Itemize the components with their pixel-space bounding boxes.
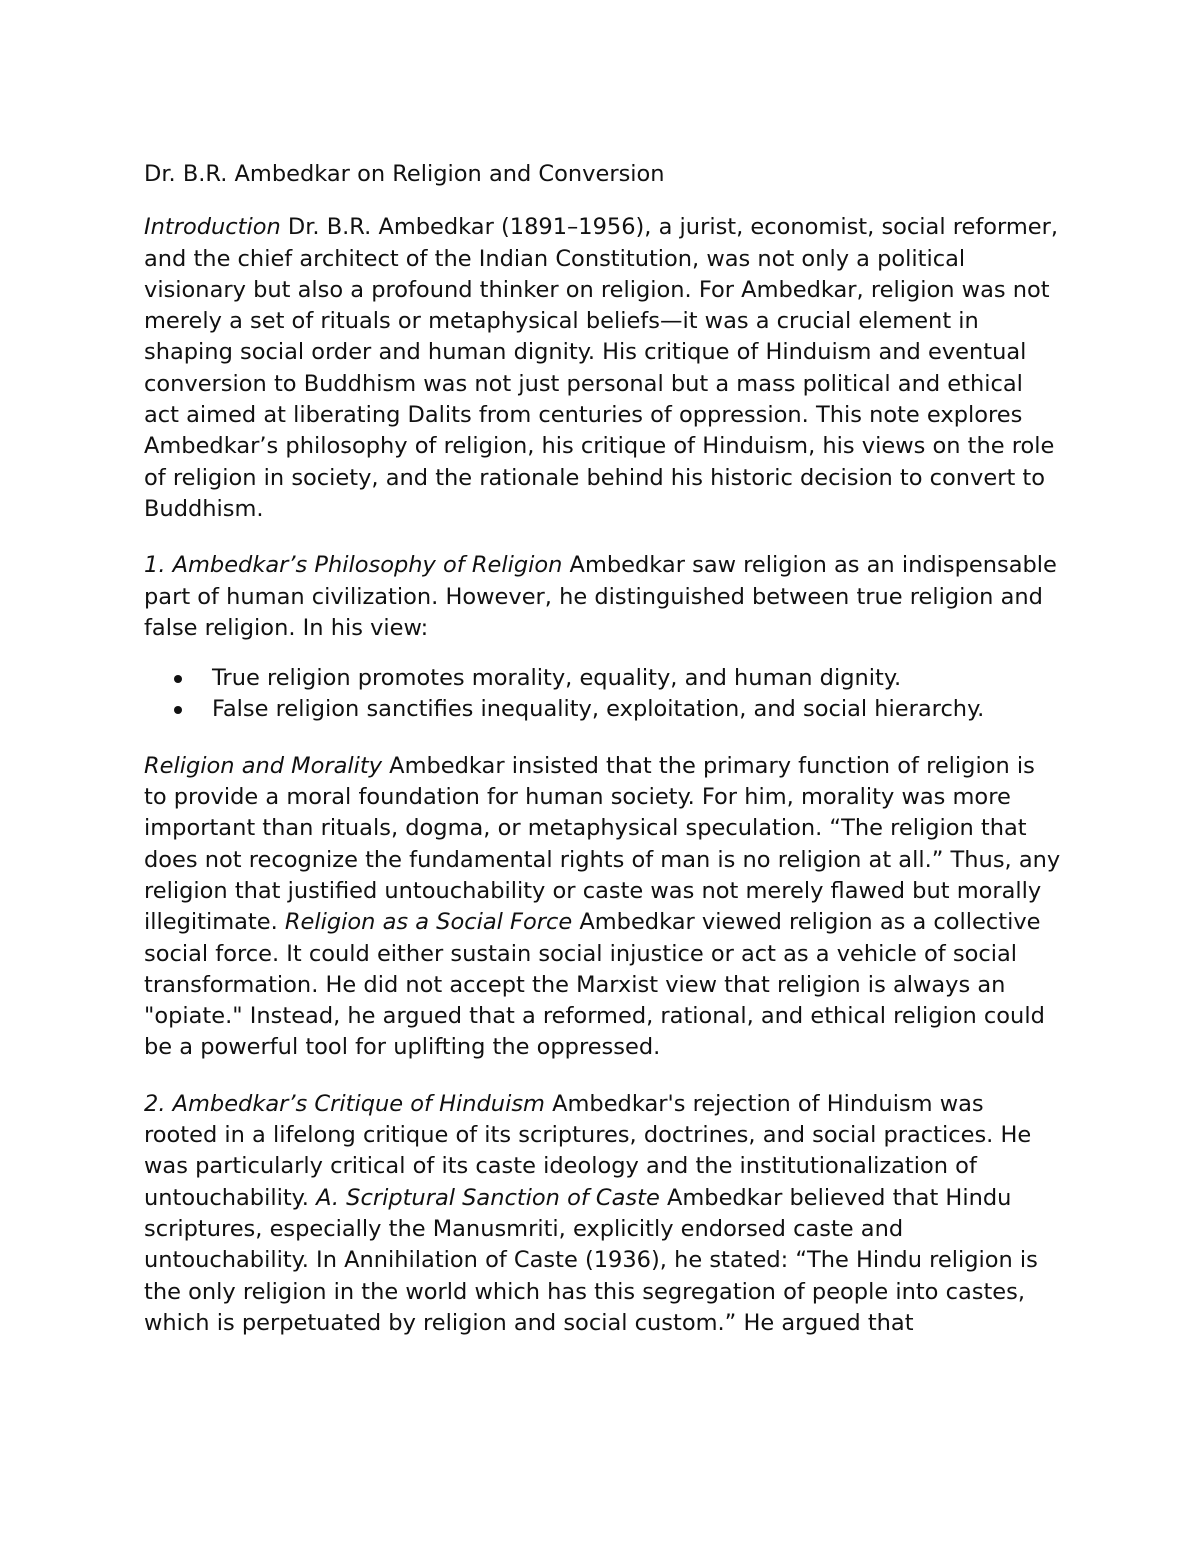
intro-text: Dr. B.R. Ambedkar (1891–1956), a jurist, economist, social reformer, and the chief architect of the Indian Constitution, was not only a political visionary but also a profound thinker on religion. For Ambedkar, religion was not merely a set of rituals or metaphysical beliefs—it was a crucial element in shaping social order and human dignity. His critique of Hinduism and eventual conversion to Buddhism was not just personal but a mass political and ethical act aimed at liberating Dalits from centuries of oppression. This note explores Ambedkar’s philosophy of religion, his critique of Hinduism, his views on the role of religion in society, and the rationale behind his historic decision to convert to Buddhism. [144, 214, 1059, 522]
morality-paragraph [144, 751, 1064, 1064]
intro-paragraph [144, 212, 1064, 525]
section-2-heading: 2. Ambedkar’s Critique of Hinduism [144, 1090, 545, 1117]
scriptural-sanction-text: Ambedkar believed that Hindu scriptures, especially the Manusmriti, explicitly endorsed caste and untouchability. In Annihilation of Caste (1936), he stated: “The Hindu religion is the only religion in the world which has this segregation of people into castes, which is perpetuated by religion and social custom.” He argued that [144, 1184, 1038, 1336]
list-item [212, 663, 1064, 694]
bullet-icon [174, 675, 182, 683]
social-force-text: Ambedkar viewed religion as a collective social force. It could either sustain social injustice or act as a vehicle of social transformation. He did not accept the Marxist view that religion is always an "opiate." Instead, he argued that a reformed, rational, and ethical religion could be a powerful tool for uplifting the oppressed. [144, 909, 1045, 1061]
document-title: Dr. B.R. Ambedkar on Religion and Conversion [144, 161, 665, 187]
section-1-text: Ambedkar saw religion as an indispensable part of human civilization. However, he distinguished between true religion and false religion. In his view: [144, 552, 1057, 641]
list-item-text: True religion promotes morality, equality, and human dignity. [212, 665, 902, 692]
bullet-icon [174, 706, 182, 714]
social-force-heading: Religion as a Social Force [284, 909, 573, 936]
morality-heading: Religion and Morality [144, 752, 383, 779]
bullet-list [144, 663, 1064, 726]
section-1-heading: 1. Ambedkar’s Philosophy of Religion [144, 552, 563, 579]
list-item-text: False religion sanctifies inequality, exploitation, and social hierarchy. [212, 696, 985, 723]
intro-heading: Introduction [144, 214, 281, 241]
section-2-text: Ambedkar's rejection of Hinduism was rooted in a lifelong critique of its scriptures, doctrines, and social practices. He was particularly critical of its caste ideology and the institutionalization of untouchability. [144, 1090, 1032, 1211]
morality-text: Ambedkar insisted that the primary function of religion is to provide a moral foundation for human society. For him, morality was more important than rituals, dogma, or metaphysical speculation. “The religion that does not recognize the fundamental rights of man is no religion at all.” Thus, any religion that justified untouchability or caste was not merely flawed but morally illegitimate. [144, 752, 1061, 936]
section-1-paragraph [144, 550, 1064, 644]
scriptural-sanction-heading: A. Scriptural Sanction of Caste [316, 1184, 660, 1211]
list-item [212, 694, 1064, 725]
document-body [144, 159, 1064, 1364]
section-2-paragraph [144, 1089, 1064, 1339]
